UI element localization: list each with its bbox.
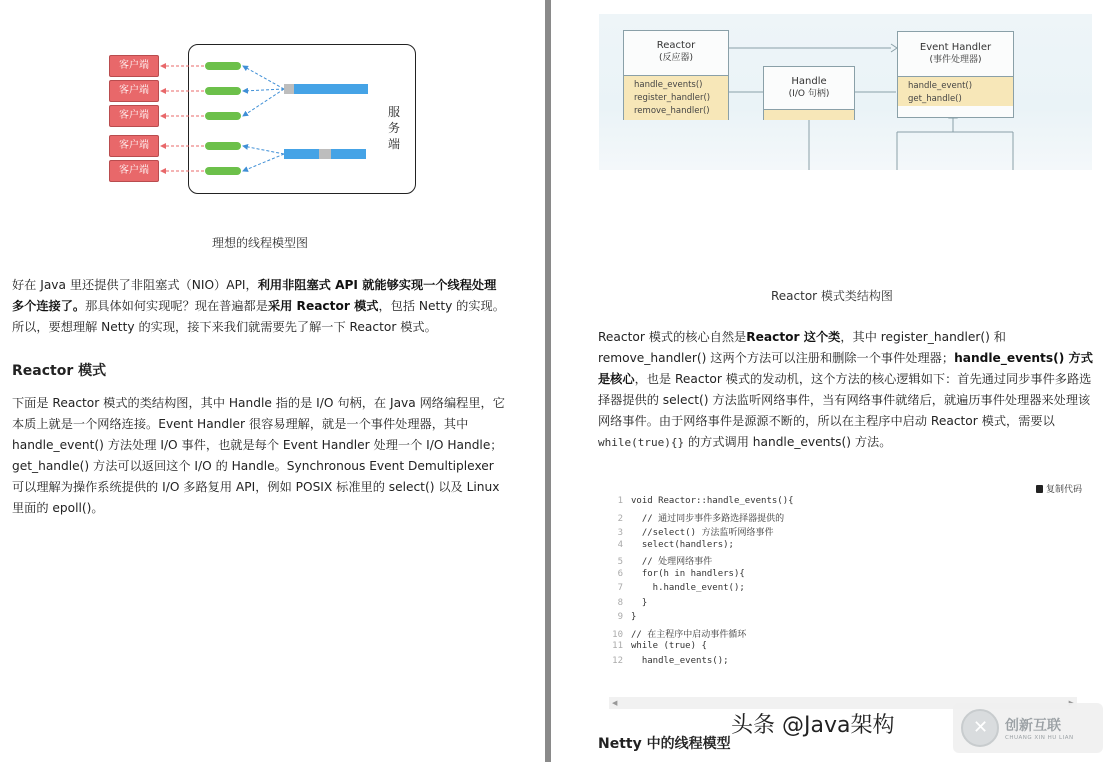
event-handler-class-box (897, 31, 1014, 118)
uml-diagram (599, 14, 1092, 170)
reactor-class-box (623, 30, 729, 120)
code-line: 8 } (617, 597, 648, 608)
handle-class-title: Handle (791, 76, 827, 87)
diagram-arrows (0, 0, 544, 220)
code-line: 2 // 通过同步事件多路选择器提供的 (617, 513, 785, 524)
handle-operations (764, 109, 854, 120)
event-handler-class-subtitle: (事件处理器) (929, 55, 982, 65)
handle-class-subtitle: (I/O 句柄) (788, 89, 830, 99)
left-page (0, 0, 544, 762)
right-page (551, 0, 1103, 762)
handle-class-box (763, 66, 855, 120)
event-handler-class-title: Event Handler (919, 42, 992, 53)
section-heading: Reactor 模式 (12, 363, 107, 379)
operation: handle_events() (634, 80, 703, 90)
figure-caption: 理想的线程模型图 (211, 236, 308, 250)
operation: remove_handler() (634, 106, 710, 116)
client-box: 客户端 (109, 55, 159, 77)
section-heading: Netty 中的线程模型 (598, 736, 731, 752)
inline-code: while(true){} (598, 436, 685, 449)
client-box: 客户端 (109, 105, 159, 127)
body-paragraph: 下面是 Reactor 模式的类结构图，其中 Handle 指的是 I/O 句柄，在 Java 网络编程里，它本质上就是一个网络连接。Event Handler 很容易理解，就是一个事件处理器，其中 handle_event() 方法处理 I/O 事件，也就是每个 Event Handler 处理一个 I/O Handle；get_handle() 方法可以返回这个 I/O 的 Handle。Synchronous Event Demultiplexer 可以理解为操作系统提供的 I/O 多路复用 API，例如 POSIX 标准里的 select() 以及 Linux 里面的 epoll()。 (12, 396, 505, 515)
server-label: 服务端 (387, 105, 400, 151)
code-line: 11 while (true) { (612, 641, 707, 651)
reactor-paragraph: Reactor 模式的核心自然是Reactor 这个类，其中 register_handler() 和 remove_handler() 这两个方法可以注册和删除一个事件处理器；handle_events() 方式是核心，也是 Reactor 模式的发动机，这个方法的核心逻辑如下：首先通过同步事件多路选择器提供的 select() 方法监听网络事件，当有网络事件就绪后，就遍历事件处理器来处理该网络事件。由于网络事件是源源不断的，所以在主程序中启动 Reactor 模式，需要以 while(true){} 的方式调用 handle_events() 方法。 (598, 330, 1093, 449)
code-line: 3 //select() 方法监听网络事件 (617, 528, 774, 538)
code-line: 10 // 在主程序中启动事件循环 (612, 629, 747, 640)
copy-code-label: 复制代码 (1046, 485, 1083, 495)
intro-paragraph: 好在 Java 里还提供了非阻塞式（NIO）API，利用非阻塞式 API 就能够实现一个线程处理多个连接了。那具体如何实现呢？现在普遍都是采用 Reactor 模式，包括 Netty 的实现。所以，要想理解 Netty 的实现，接下来我们就需要先了解一下 Reactor 模式。 (12, 278, 505, 334)
operation: register_handler() (634, 93, 711, 103)
client-box: 客户端 (109, 135, 159, 157)
code-line: 5 // 处理网络事件 (617, 557, 713, 567)
watermark: 头条 @Java架构 (731, 713, 895, 738)
code-line: 7 h.handle_event(); (617, 583, 745, 593)
client-box: 客户端 (109, 160, 159, 182)
reactor-class-subtitle: (反应器) (658, 53, 694, 63)
operation: handle_event() (908, 81, 973, 91)
client-box: 客户端 (109, 80, 159, 102)
copy-icon (1036, 485, 1043, 493)
event-handler-operations (898, 76, 1013, 106)
brand-logo: ✕ 创新互联 CHUANG XIN HU LIAN (953, 703, 1103, 753)
code-line: 6 for(h in handlers){ (617, 568, 745, 579)
reactor-operations (624, 75, 728, 120)
copy-code-button[interactable] (1036, 482, 1082, 495)
code-line: 9 } (617, 612, 637, 622)
reactor-class-title: Reactor (656, 40, 696, 51)
code-block (609, 496, 1079, 670)
scroll-left-icon[interactable]: ◀ (612, 699, 618, 707)
operation: get_handle() (908, 94, 962, 104)
code-line: 12 handle_events(); (612, 655, 729, 666)
figure-caption: Reactor 模式类结构图 (771, 289, 893, 303)
code-line: 1 void Reactor::handle_events(){ (617, 496, 794, 506)
code-line: 4 select(handlers); (617, 539, 734, 550)
